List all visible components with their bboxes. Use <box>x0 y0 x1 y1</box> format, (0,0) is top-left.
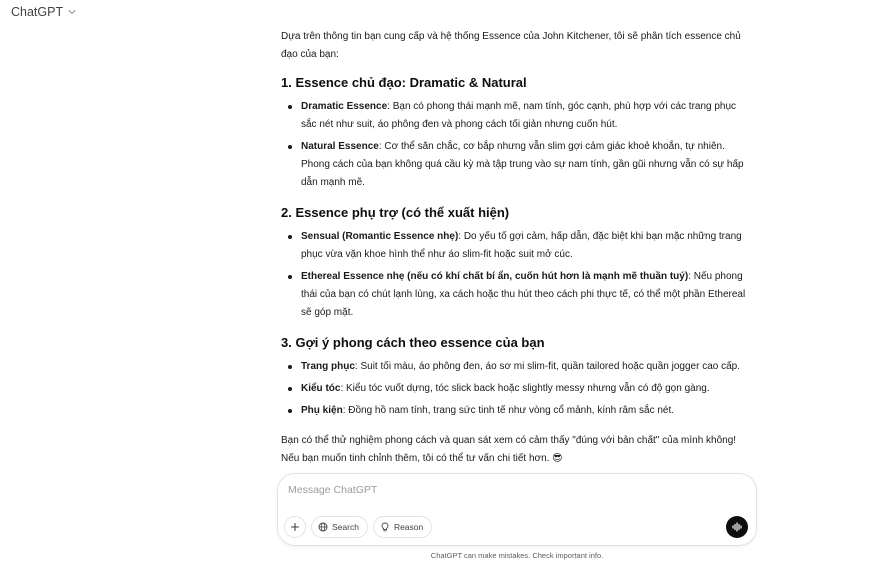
list-item <box>281 380 751 398</box>
lightbulb-icon <box>380 522 390 532</box>
composer-toolbar <box>284 516 432 538</box>
message-input[interactable] <box>288 482 728 498</box>
app-title: ChatGPT <box>11 5 64 19</box>
list-item-text: : Do yếu tố gợi cảm, hấp dẫn, đặc biệt khi bạn mặc những trang phục vừa vặn khoe hình thể như áo slim-fit hoặc suit mở cúc. <box>301 231 742 260</box>
list-item-term: Trang phục <box>301 361 355 372</box>
bullet-list <box>281 228 751 322</box>
list-item <box>281 402 751 420</box>
list-item-text: : Bạn có phong thái mạnh mẽ, nam tính, góc cạnh, phù hợp với các trang phục sắc nét như suit, áo phông đen và phong cách tối giản nhưng cuốn hút. <box>301 101 737 130</box>
section-heading: 3. Gợi ý phong cách theo essence của bạn <box>281 335 545 350</box>
list-item-term: Phụ kiện <box>301 405 343 416</box>
list-item-term: Sensual (Romantic Essence nhẹ) <box>301 231 459 242</box>
list-item-term: Kiểu tóc <box>301 383 341 394</box>
list-item <box>281 268 751 322</box>
message-composer <box>277 473 757 546</box>
search-button[interactable] <box>311 516 368 538</box>
reason-button[interactable] <box>373 516 432 538</box>
section-heading: 1. Essence chủ đạo: Dramatic & Natural <box>281 75 527 90</box>
list-item <box>281 98 751 134</box>
footer-disclaimer: ChatGPT can make mistakes. Check important info. <box>430 551 604 560</box>
voice-mode-button[interactable] <box>726 516 748 538</box>
globe-icon <box>318 522 328 532</box>
reason-button-label: Reason <box>393 522 424 532</box>
message-outro: Bạn có thể thử nghiệm phong cách và quan sát xem có cảm thấy "đúng với bản chất" của mình không! Nếu bạn muốn tinh chỉnh thêm, tôi có thể tư vấn chi tiết hơn. 😎 <box>281 435 737 464</box>
assistant-message <box>281 28 751 468</box>
attach-button[interactable] <box>284 516 306 538</box>
plus-icon <box>290 522 300 532</box>
list-item-term: Natural Essence <box>301 141 379 152</box>
message-intro: Dựa trên thông tin bạn cung cấp và hệ thống Essence của John Kitchener, tôi sẽ phân tích essence chủ đạo của bạn: <box>281 31 741 60</box>
section-heading: 2. Essence phụ trợ (có thể xuất hiện) <box>281 205 510 220</box>
list-item <box>281 228 751 264</box>
list-item-term: Dramatic Essence <box>301 101 388 112</box>
list-item <box>281 138 751 192</box>
list-item-text: : Đồng hồ nam tính, trang sức tinh tế như vòng cổ mảnh, kính râm sắc nét. <box>342 405 675 416</box>
list-item-text: : Cơ thể săn chắc, cơ bắp nhưng vẫn slim gợi cảm giác khoẻ khoắn, tự nhiên. Phong cách của bạn không quá cầu kỳ mà tập trung vào sự nam tính, gần gũi nhưng vẫn có sự hấp dẫn mạnh mẽ. <box>301 141 744 188</box>
bullet-list <box>281 98 751 192</box>
search-button-label: Search <box>332 522 359 532</box>
list-item-text: : Suit tối màu, áo phông đen, áo sơ mi slim-fit, quần tailored hoặc quần jogger cao cấp. <box>354 361 741 372</box>
list-item-text: : Kiểu tóc vuốt dựng, tóc slick back hoặc slightly messy nhưng vẫn có độ gọn gàng. <box>340 383 710 394</box>
model-selector[interactable] <box>11 5 77 19</box>
voice-waveform-icon <box>731 521 743 533</box>
list-item <box>281 358 751 376</box>
bullet-list <box>281 358 751 420</box>
list-item-text: : Nếu phong thái của bạn có chút lạnh lùng, xa cách hoặc thu hút theo cách phi thực tế, có thể một phần Ethereal sẽ góp mặt. <box>301 271 746 318</box>
list-item-term: Ethereal Essence nhẹ (nếu có khí chất bí ẩn, cuốn hút hơn là mạnh mẽ thuần tuý) <box>301 271 689 282</box>
chevron-down-icon <box>67 7 77 17</box>
